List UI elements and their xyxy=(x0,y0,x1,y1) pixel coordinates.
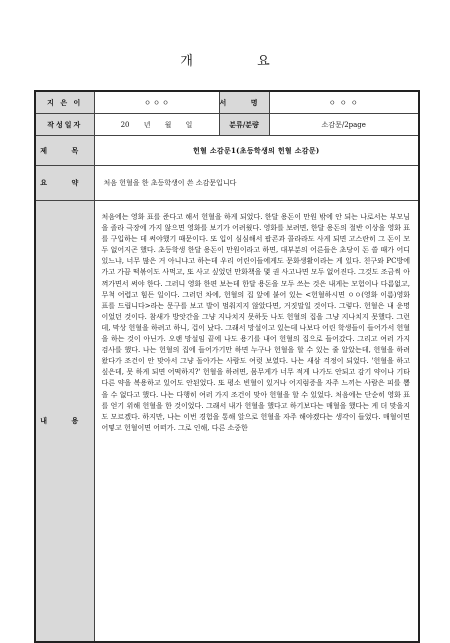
signature-value: ㅇ ㅇ ㅇ xyxy=(269,91,419,114)
category-value: 소감문/2page xyxy=(269,114,419,136)
author-value: ㅇ ㅇ ㅇ xyxy=(94,91,219,114)
title-row xyxy=(35,136,419,166)
page-title: 개 요 xyxy=(180,54,300,69)
date-row xyxy=(35,114,419,136)
author-label: 지 은 이 xyxy=(35,91,94,114)
title-label: 제 목 xyxy=(35,136,94,166)
summary-label: 요 약 xyxy=(35,166,94,201)
date-label: 작성일자 xyxy=(35,114,94,136)
signature-label: 서 명 xyxy=(219,91,269,114)
category-label: 분류/분량 xyxy=(219,114,269,136)
author-row xyxy=(35,91,419,114)
title-value: 헌혈 소감문1(초등학생의 헌혈 소감문) xyxy=(94,136,419,166)
content-body: 처음에는 영화 표를 준다고 해서 헌혈을 하게 되었다. 한달 용돈이 만원 밖에 안 되는 나로서는 부모님을 졸라 극장에 가지 않으면 영화를 보기가 어려웠다. 영화를 보려면, 한달 용돈의 절반 이상을 영화 표를 구입하는 데 써야했기 때문이다. 또 입이 심심해서 팝콘과 콜라라도 사게 되면 고스란히 그 돈이 모두 없어지곤 했다. 초등학생 한달 용돈이 만원이라고 하면, 대부분의 어른들은 초당이 돈 쓸 때가 어디 있느냐, 너무 많은 거 아니냐고 하는데 우리 어린이들에게도 문화생활이라는 게 있다. 친구와 PC방에 가고 가끔 떡볶이도 사먹고, 또 사고 싶었던 만화책을 몇 권 사고나면 모두 없어진다. 그것도 조금씩 아껴가면서 써야 한다. 그러니 영화 한편 보는데 한달 용돈을 모두 쓰는 것은 내게는 모험이나 다름없고, 무척 어렵고 힘든 일이다. 그러던 차에, 헌혈의 집 앞에 붙어 있는 <헌혈하시면 ㅇㅇ(영화 이름)영화 표를 드립니다>라는 문구를 보고 발이 멈춰지지 않았다면, 거짓말일 것이다. 그렇다. 헌혈은 내 운명이었던 것이다. 참새가 방앗간을 그냥 지나치지 못하듯 나도 헌혈의 집을 그냥 지나치지 못했다. 그런데, 막상 헌혈을 하려고 하니, 겁이 났다. 그래서 망설이고 있는데 나보다 어린 학생들이 들어가서 헌혈을 하는 것이 아닌가. 오랜 망설임 끝에 나도 용기를 내어 헌혈의 집으로 들어갔다. 그리고 여러 가지 검사를 했다. 나는 헌혈의 집에 들어가기만 하면 누구나 헌혈을 할 수 있는 줄 알았는데, 헌혈을 하려 왔다가 조건이 안 맞아서 그냥 돌아가는 사람도 여럿 보였다. 나는 새삼 걱정이 되었다. '헌혈을 하고 싶은데, 못 하게 되면 어떡하지?' 헌혈을 하려면, 몸무게가 너무 적게 나가도 안되고 감기 약이나 기타 다른 약을 복용하고 있어도 안된었다. 또 평소 빈혈이 있거나 어지럼증을 자주 느끼는 사람은 피를 뽑을 수 없다고 했다. 나는 다행히 여러 가지 조건이 맞아 헌혈을 할 수 있었다. 처음에는 단순히 영화 표를 얻기 위해 헌혈을 한 것이었다. 그래서 내가 헌혈을 했다고 하기보다는 매혈을 했다는 게 더 맞을지도 모르겠다. 하지만, 나는 이번 경험을 통해 앞으로 헌혈을 자주 해야겠다는 생각이 들었다. 매혈이면 어떻고 헌혈이면 어떠가. 그로 인해, 다른 소중한 xyxy=(94,201,419,643)
report-form-table xyxy=(34,90,420,643)
content-row xyxy=(35,201,419,643)
summary-value: 처음 헌혈을 한 초등학생이 쓴 소감문입니다 xyxy=(94,166,419,201)
summary-row xyxy=(35,166,419,201)
content-label: 내 용 xyxy=(35,201,94,643)
date-value: 20 년 월 일 xyxy=(94,114,219,136)
